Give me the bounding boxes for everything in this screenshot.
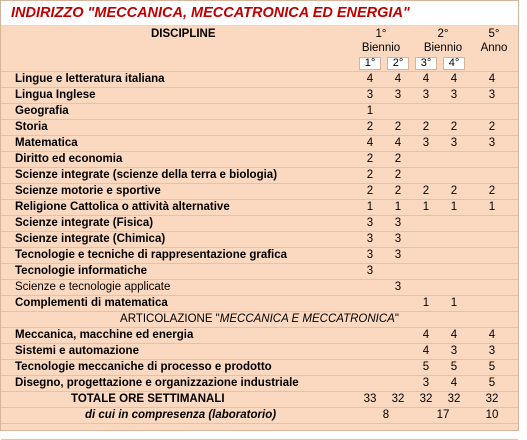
hours-cell: 1	[422, 201, 430, 213]
hours-cell: 1	[488, 201, 496, 213]
hours-cell: 3	[488, 345, 496, 357]
hours-cell: 3	[366, 233, 374, 245]
subject-row	[1, 264, 518, 280]
hours-cell: 2	[366, 169, 374, 181]
hours-cell: 4	[450, 329, 458, 341]
hours-cell: 2	[366, 185, 374, 197]
subject-name: Scienze integrate (Chimica)	[15, 233, 166, 245]
disciplines-header: DISCIPLINE	[151, 28, 216, 40]
subject-name: Tecnologie meccaniche di processo e prodotto	[15, 361, 272, 373]
subject-name: Meccanica, macchine ed energia	[15, 329, 194, 341]
hours-cell: 4	[488, 329, 496, 341]
hours-cell: 4	[366, 73, 374, 85]
hours-cell: 3	[488, 89, 496, 101]
lab-cell: 17	[436, 409, 450, 421]
subject-name: Tecnologie informatiche	[15, 265, 148, 277]
subject-name: Geografia	[15, 105, 69, 117]
hours-cell: 3	[488, 137, 496, 149]
hours-cell: 2	[366, 153, 374, 165]
hours-cell: 3	[450, 137, 458, 149]
hours-cell: 3	[366, 217, 374, 229]
subject-name: Religione Cattolica o attività alternative	[15, 201, 230, 213]
subject-row	[1, 344, 518, 360]
title-bar	[1, 1, 518, 26]
subject-name: Complementi di matematica	[15, 297, 168, 309]
hours-cell: 3	[366, 89, 374, 101]
table-title: INDIRIZZO "MECCANICA, MECCATRONICA ED ENERGIA"	[11, 5, 410, 21]
blank-row	[1, 424, 518, 440]
anno5-header: 5° Anno	[480, 28, 508, 54]
hours-cell: 5	[488, 377, 496, 389]
subject-name: Diritto ed economia	[15, 153, 123, 165]
hours-cell: 3	[450, 89, 458, 101]
hours-cell: 3	[394, 89, 402, 101]
total-cell: 33	[363, 393, 377, 405]
hours-cell: 3	[450, 345, 458, 357]
subject-row	[1, 120, 518, 136]
hours-cell: 2	[422, 121, 430, 133]
hours-cell: 2	[394, 153, 402, 165]
hours-cell: 1	[366, 201, 374, 213]
hours-cell: 4	[450, 377, 458, 389]
total-cell: 32	[391, 393, 405, 405]
table-body	[1, 25, 518, 440]
hours-cell: 2	[366, 121, 374, 133]
hours-cell: 3	[422, 89, 430, 101]
subject-row	[1, 88, 518, 104]
subject-row	[1, 136, 518, 152]
hours-cell: 4	[422, 329, 430, 341]
hours-cell: 2	[422, 185, 430, 197]
hours-cell: 3	[394, 281, 402, 293]
hours-cell: 2	[488, 121, 496, 133]
hours-cell: 3	[366, 249, 374, 261]
subject-row	[1, 328, 518, 344]
hours-cell: 4	[394, 73, 402, 85]
hours-cell: 4	[394, 137, 402, 149]
hours-cell: 3	[394, 217, 402, 229]
subject-name: Disegno, progettazione e organizzazione industriale	[15, 377, 299, 389]
hours-cell: 4	[488, 73, 496, 85]
subject-name: Lingua Inglese	[15, 89, 96, 101]
header-row	[1, 25, 518, 72]
hours-cell: 2	[450, 185, 458, 197]
hours-cell: 3	[366, 265, 374, 277]
biennio2-header: 2° Biennio	[423, 28, 463, 54]
lab-row	[1, 408, 518, 424]
hours-cell: 1	[366, 105, 374, 117]
subject-row	[1, 232, 518, 248]
totals-row	[1, 392, 518, 408]
subject-name: Scienze integrate (scienze della terra e biologia)	[15, 169, 278, 181]
total-cell: 32	[485, 393, 499, 405]
hours-cell: 1	[422, 297, 430, 309]
lab-cell: 10	[485, 409, 499, 421]
hours-cell: 1	[450, 297, 458, 309]
hours-cell: 2	[488, 185, 496, 197]
year-2-label: 2°	[387, 57, 409, 70]
hours-cell: 3	[422, 377, 430, 389]
hours-cell: 3	[394, 249, 402, 261]
subject-row	[1, 152, 518, 168]
lab-label: di cui in compresenza (laboratorio)	[85, 409, 277, 421]
subject-row	[1, 360, 518, 376]
hours-cell: 1	[450, 201, 458, 213]
articolazione-label: ARTICOLAZIONE "MECCANICA E MECCATRONICA"	[120, 313, 399, 325]
subject-name: Storia	[15, 121, 48, 133]
year-1-label: 1°	[359, 57, 381, 70]
subject-row	[1, 184, 518, 200]
subject-name: Lingue e letteratura italiana	[15, 73, 165, 85]
subject-row	[1, 296, 518, 312]
hours-cell: 4	[422, 345, 430, 357]
subject-row	[1, 72, 518, 88]
subject-name: Sistemi e automazione	[15, 345, 139, 357]
hours-cell: 5	[422, 361, 430, 373]
hours-cell: 5	[450, 361, 458, 373]
hours-cell: 4	[366, 137, 374, 149]
total-cell: 32	[447, 393, 461, 405]
hours-cell: 2	[394, 185, 402, 197]
hours-cell: 4	[450, 73, 458, 85]
hours-cell: 2	[394, 121, 402, 133]
total-cell: 32	[419, 393, 433, 405]
subject-name: Tecnologie e tecniche di rappresentazione grafica	[15, 249, 288, 261]
biennio1-header: 1° Biennio	[361, 28, 401, 54]
subject-row	[1, 200, 518, 216]
hours-cell: 4	[422, 73, 430, 85]
hours-cell: 2	[394, 169, 402, 181]
subject-name: Scienze motorie e sportive	[15, 185, 161, 197]
hours-cell: 3	[422, 137, 430, 149]
lab-cell: 8	[382, 409, 390, 421]
hours-cell: 2	[450, 121, 458, 133]
subject-row	[1, 376, 518, 392]
subject-name: Scienze integrate (Fisica)	[15, 217, 154, 229]
year-3-label: 3°	[415, 57, 437, 70]
subject-row	[1, 104, 518, 120]
subject-name: Matematica	[15, 137, 78, 149]
articolazione-row	[1, 312, 518, 328]
hours-cell: 1	[394, 201, 402, 213]
subject-row	[1, 280, 518, 296]
totals-label: TOTALE ORE SETTIMANALI	[71, 393, 225, 405]
subject-row	[1, 216, 518, 232]
subject-row	[1, 248, 518, 264]
year-4-label: 4°	[443, 57, 465, 70]
hours-cell: 5	[488, 361, 496, 373]
hours-cell: 3	[394, 233, 402, 245]
subject-row	[1, 168, 518, 184]
subject-name: Scienze e tecnologie applicate	[15, 281, 171, 293]
